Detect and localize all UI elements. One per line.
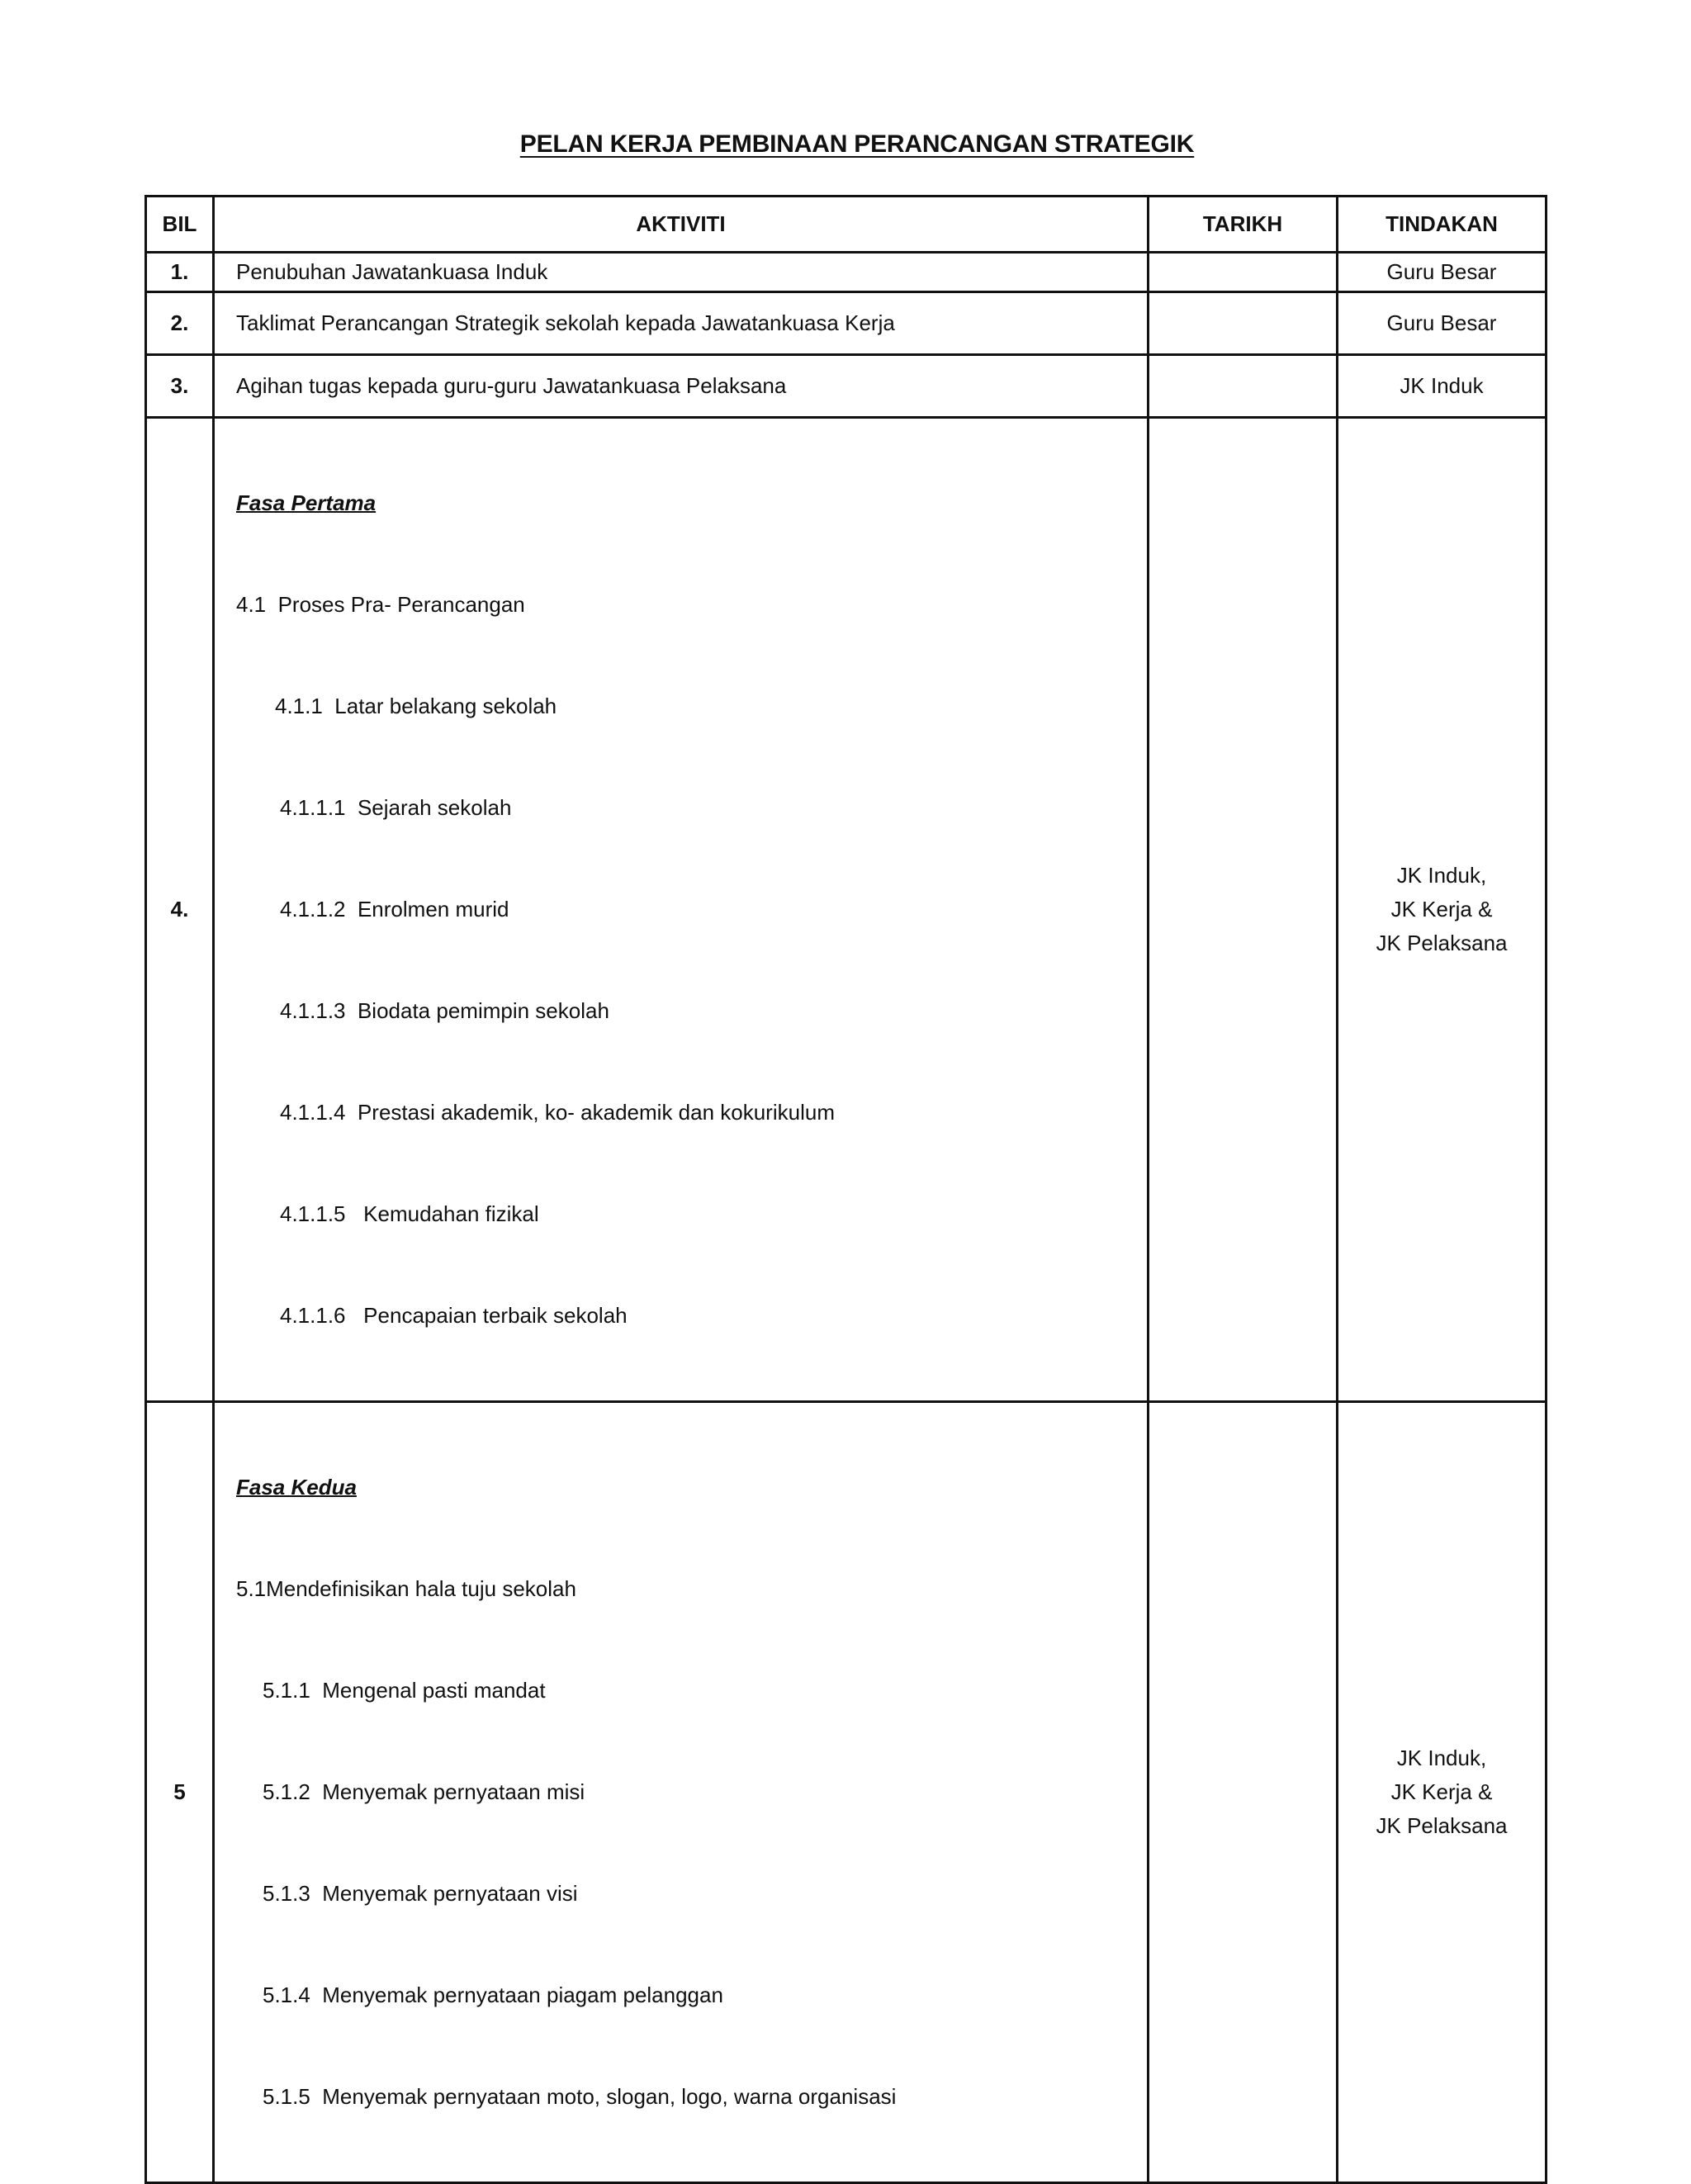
header-bil: BIL [146,197,214,253]
tindakan-line: JK Induk, [1396,1746,1487,1770]
row-aktiviti [214,418,1149,1402]
tindakan-line: JK Kerja & [1390,1779,1493,1804]
row-tindakan: Guru Besar [1338,253,1547,292]
table-row [146,355,1547,418]
activity-item: 5.1.2 Menyemak pernyataan misi [263,1779,585,1804]
table-row [146,292,1547,355]
row-bil: 4. [146,418,214,1402]
activity-item: 5.1.4 Menyemak pernyataan piagam pelanggan [263,1983,723,2007]
row-bil: 1. [146,253,214,292]
header-tindakan: TINDAKAN [1338,197,1547,253]
header-aktiviti: AKTIVITI [214,197,1149,253]
activity-item: 5.1.3 Menyemak pernyataan visi [263,1881,578,1906]
tindakan-line: JK Pelaksana [1376,931,1508,955]
work-plan-table [144,195,1547,2184]
row-tindakan [1338,1402,1547,2183]
row-bil: 2. [146,292,214,355]
activity-item: 4.1.1.4 Prestasi akademik, ko- akademik dan kokurikulum [280,1100,835,1125]
activity-item: 4.1.1.2 Enrolmen murid [280,897,509,921]
row-bil: 5 [146,1402,214,2183]
row-tindakan: Guru Besar [1338,292,1547,355]
table-header-row [146,197,1547,253]
activity-item: 4.1.1.1 Sejarah sekolah [280,795,512,820]
row-tarikh [1149,1402,1338,2183]
row-tindakan: JK Induk [1338,355,1547,418]
activity-item: 5.1Mendefinisikan hala tuju sekolah [236,1576,576,1601]
document-title: PELAN KERJA PEMBINAAN PERANCANGAN STRATEGIK [519,130,1195,158]
row-aktiviti: Agihan tugas kepada guru-guru Jawatankuasa Pelaksana [214,355,1149,418]
tindakan-line: JK Kerja & [1390,897,1493,921]
activity-item: 4.1.1 Latar belakang sekolah [275,694,557,718]
row-tarikh [1149,292,1338,355]
row-tarikh [1149,418,1338,1402]
row-tindakan [1338,418,1547,1402]
header-tarikh: TARIKH [1149,197,1338,253]
row-tarikh [1149,253,1338,292]
activity-item: 4.1.1.3 Biodata pemimpin sekolah [280,998,609,1023]
phase-heading: Fasa Pertama [236,490,377,515]
row-bil: 3. [146,355,214,418]
row-aktiviti [214,1402,1149,2183]
activity-item: 4.1.1.5 Kemudahan fizikal [280,1201,539,1226]
activity-item: 4.1 Proses Pra- Perancangan [236,592,525,617]
activity-item: 5.1.5 Menyemak pernyataan moto, slogan, logo, warna organisasi [263,2084,897,2109]
activity-item: 5.1.1 Mengenal pasti mandat [263,1678,546,1703]
tindakan-line: JK Pelaksana [1376,1813,1508,1838]
table-row [146,253,1547,292]
tindakan-line: JK Induk, [1396,863,1487,888]
row-aktiviti: Penubuhan Jawatankuasa Induk [214,253,1149,292]
row-aktiviti: Taklimat Perancangan Strategik sekolah kepada Jawatankuasa Kerja [214,292,1149,355]
phase-heading: Fasa Kedua [236,1475,357,1499]
table-row [146,1402,1547,2183]
table-row [146,418,1547,1402]
activity-item: 4.1.1.6 Pencapaian terbaik sekolah [280,1303,628,1328]
row-tarikh [1149,355,1338,418]
